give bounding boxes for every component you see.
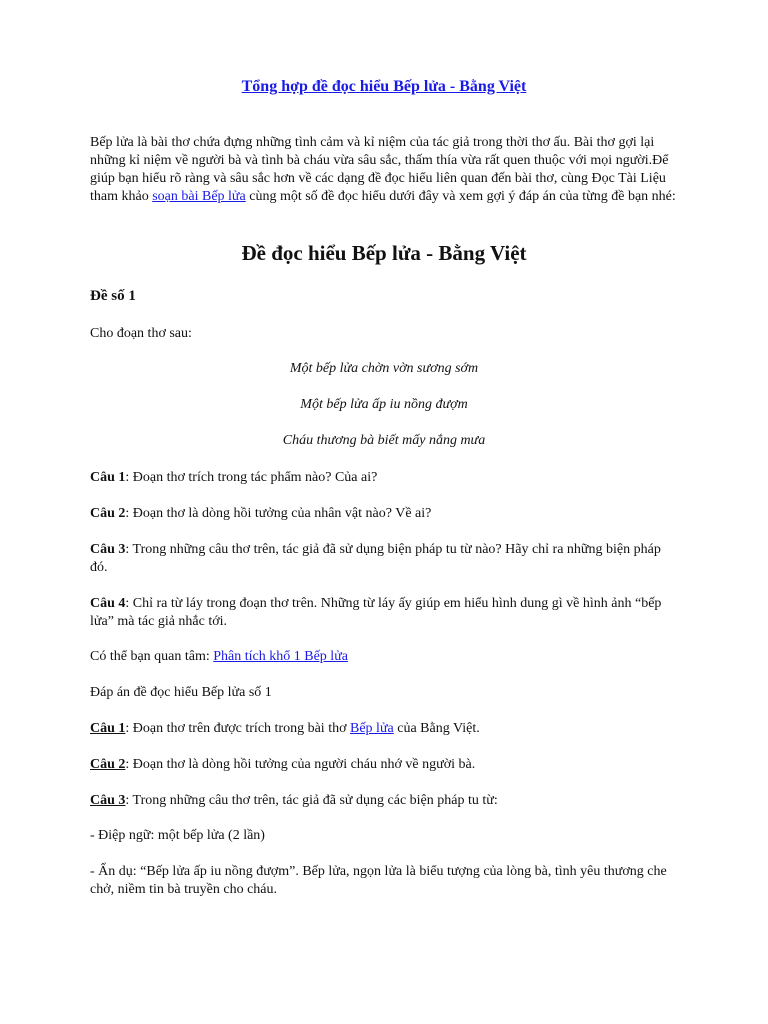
intro-paragraph — [90, 134, 680, 206]
poem-line-1: Một bếp lửa chờn vờn sương sớm — [289, 361, 479, 376]
answer-3 — [90, 792, 680, 810]
document-title[interactable]: Tổng hợp đề đọc hiểu Bếp lửa - Bằng Việt — [241, 78, 527, 95]
answer-3-label: Câu 3 — [90, 793, 126, 808]
question-2 — [90, 505, 680, 523]
answer-2-text: : Đoạn thơ là dòng hồi tưởng của người cháu nhớ về người bà. — [125, 757, 476, 772]
intro-text-before: Bếp lửa là bài thơ chứa đựng những tình cảm và kỉ niệm của tác giả trong thời thơ ấu. Bài thơ gợi lại những kỉ niệm về người bà và tình bà cháu vừa sâu sắc, thấm thía vừa rất quen thuộc với mọi người.Để giúp bạn hiểu rõ ràng và sâu sắc hơn về các dạng đề đọc hiểu liên quan đến bài thơ, cùng Đọc Tài Liệu tham khảo — [90, 135, 669, 204]
related-prefix: Có thể bạn quan tâm: — [90, 649, 214, 664]
question-4 — [90, 595, 680, 631]
answer-heading: Đáp án đề đọc hiểu Bếp lửa số 1 — [90, 685, 272, 700]
answer-2-label: Câu 2 — [90, 757, 126, 772]
question-3 — [90, 541, 680, 577]
question-1-text: : Đoạn thơ trích trong tác phẩm nào? Của ai? — [125, 470, 378, 485]
poem-line-2: Một bếp lửa ấp iu nồng đượm — [300, 397, 468, 412]
answer-1 — [90, 720, 680, 738]
question-1-label: Câu 1 — [90, 470, 126, 485]
bep-lua-link[interactable]: Bếp lửa — [350, 721, 394, 736]
question-3-text: : Trong những câu thơ trên, tác giả đã sử dụng biện pháp tu từ nào? Hãy chỉ ra những biện pháp đó. — [90, 542, 661, 575]
question-4-label: Câu 4 — [90, 596, 126, 611]
answer-1-text-before: : Đoạn thơ trên được trích trong bài thơ — [125, 721, 350, 736]
poem-prompt: Cho đoạn thơ sau: — [90, 326, 192, 341]
answer-1-label: Câu 1 — [90, 721, 126, 736]
intro-text-after: cùng một số đề đọc hiểu dưới đây và xem gợi ý đáp án của từng đề bạn nhé: — [245, 189, 676, 204]
question-2-label: Câu 2 — [90, 506, 126, 521]
question-1 — [90, 469, 680, 487]
section-heading: Đề đọc hiểu Bếp lửa - Bằng Việt — [241, 241, 527, 265]
question-2-text: : Đoạn thơ là dòng hồi tưởng của nhân vật nào? Về ai? — [125, 506, 432, 521]
soan-bai-link[interactable]: soạn bài Bếp lửa — [152, 189, 246, 204]
answer-2 — [90, 756, 680, 774]
answer-1-text-after: của Bằng Việt. — [393, 721, 480, 736]
related-line — [90, 648, 680, 666]
answer-3-text: : Trong những câu thơ trên, tác giả đã sử dụng các biện pháp tu từ: — [125, 793, 498, 808]
answer-bullet-2: - Ẩn dụ: “Bếp lửa ấp iu nồng đượm”. Bếp lửa, ngọn lửa là biểu tượng của lòng bà, tình yêu thương che chở, niềm tin bà truyền cho cháu. — [90, 864, 667, 897]
poem-line-3: Cháu thương bà biết mấy nắng mưa — [282, 433, 486, 448]
question-4-text: : Chỉ ra từ láy trong đoạn thơ trên. Những từ láy ấy giúp em hiểu hình dung gì về hình ảnh “bếp lửa” mà tác giả nhắc tới. — [90, 596, 662, 629]
question-3-label: Câu 3 — [90, 542, 126, 557]
exam-heading: Đề số 1 — [90, 288, 136, 304]
answer-bullet-1: - Điệp ngữ: một bếp lửa (2 lần) — [90, 828, 265, 843]
related-link[interactable]: Phân tích khổ 1 Bếp lửa — [213, 649, 349, 664]
